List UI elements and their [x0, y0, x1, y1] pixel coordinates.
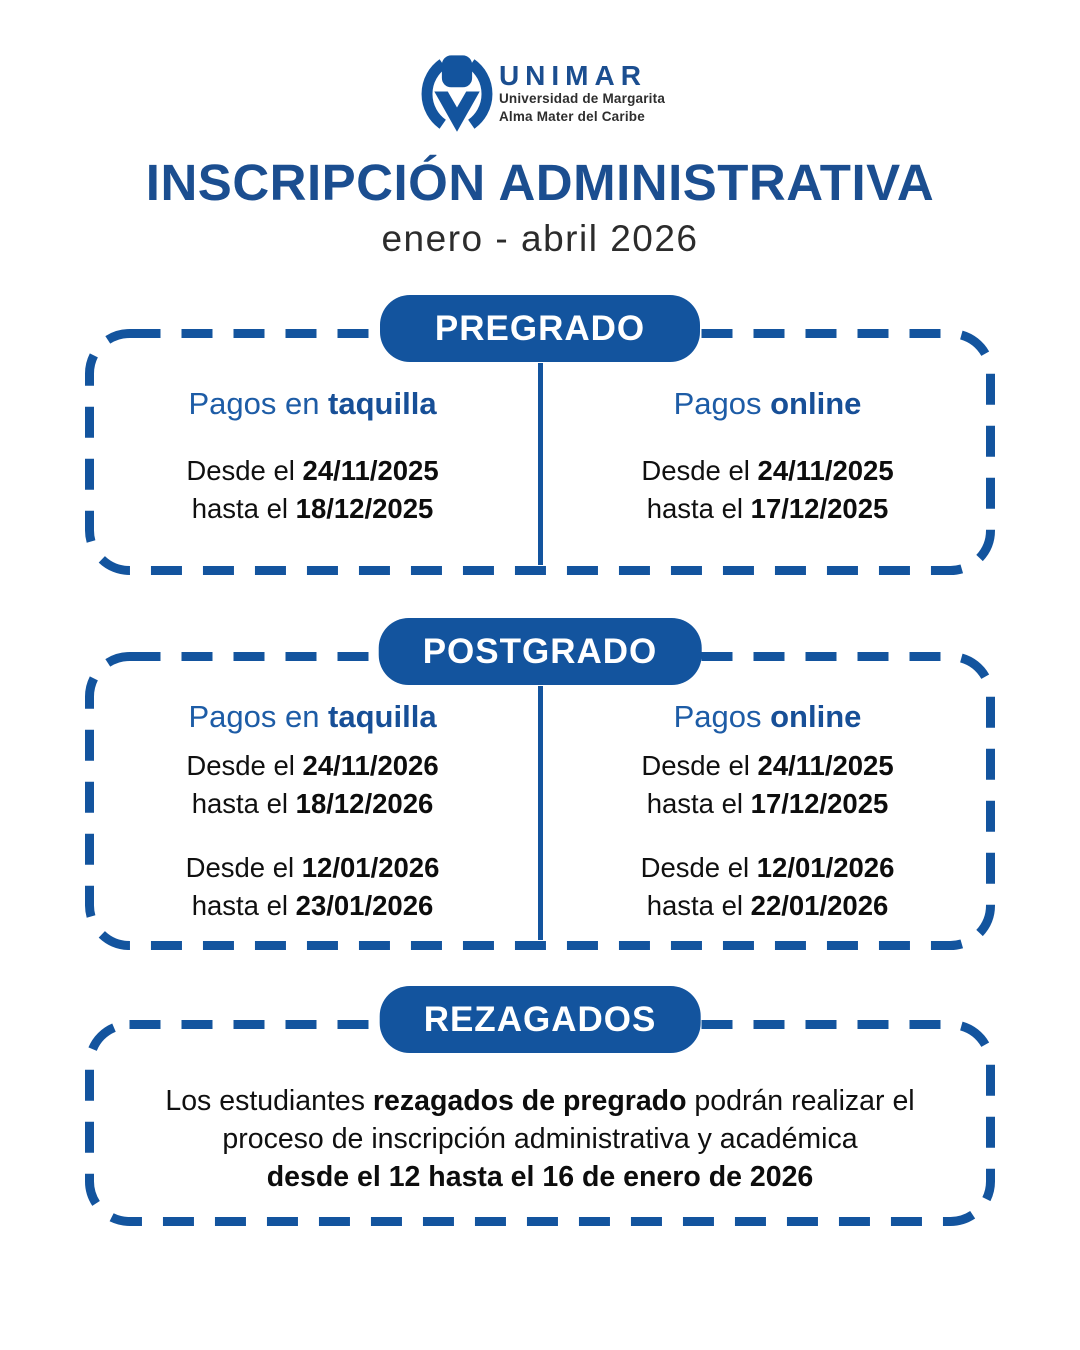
rezagados-header-pill: REZAGADOS: [380, 986, 701, 1053]
postgrado-online-column: [540, 652, 995, 950]
unimar-logo: [0, 0, 1080, 136]
to-date: 18/12/2026: [295, 788, 434, 820]
from-label: Desde el: [185, 852, 302, 884]
from-date: 24/11/2026: [302, 750, 439, 782]
pregrado-taquilla-column: [85, 329, 540, 575]
brand-tagline-1: Universidad de Margarita: [498, 91, 666, 107]
brand-block: [499, 62, 665, 125]
from-label: Desde el: [641, 750, 758, 782]
note-regular-text: proceso de inscripción administrativa y académica: [222, 1123, 858, 1156]
heading-bold-text: taquilla: [328, 699, 437, 735]
from-date: 24/11/2025: [302, 455, 439, 487]
heading-regular-text: Pagos en: [188, 699, 329, 735]
heading-bold-text: taquilla: [328, 386, 437, 422]
to-label: hasta el: [191, 493, 296, 525]
note-regular-text: Los estudiantes: [165, 1085, 373, 1118]
to-date: 17/12/2025: [750, 788, 889, 820]
pregrado-header-pill: PREGRADO: [380, 295, 700, 362]
page-title: INSCRIPCIÓN ADMINISTRATIVA: [145, 154, 935, 211]
from-label: Desde el: [186, 455, 303, 487]
from-date: 12/01/2026: [301, 852, 440, 884]
heading-bold-text: online: [770, 386, 862, 422]
postgrado-header-pill: POSTGRADO: [379, 618, 702, 685]
postgrado-taquilla-column: [85, 652, 540, 950]
heading-regular-text: Pagos: [673, 699, 771, 735]
to-date: 23/01/2026: [295, 890, 434, 922]
pregrado-online-heading: [540, 385, 995, 422]
from-label: Desde el: [640, 852, 757, 884]
from-label: Desde el: [641, 455, 758, 487]
section-pregrado: [85, 309, 995, 575]
heading-regular-text: Pagos en: [188, 386, 329, 422]
section-postgrado: [85, 632, 995, 950]
from-date: 24/11/2025: [757, 455, 894, 487]
to-date: 18/12/2025: [295, 493, 434, 525]
note-line: [85, 1082, 995, 1120]
pregrado-column-divider: [538, 363, 543, 565]
to-label: hasta el: [646, 493, 751, 525]
to-label: hasta el: [646, 788, 751, 820]
note-line: [85, 1158, 995, 1196]
note-line: [85, 1120, 995, 1158]
payment-period: [540, 452, 995, 528]
from-label: Desde el: [186, 750, 303, 782]
pregrado-taquilla-heading: [85, 385, 540, 422]
postgrado-taquilla-heading: [85, 698, 540, 735]
from-date: 24/11/2025: [757, 750, 894, 782]
note-bold-text: rezagados de pregrado: [372, 1085, 687, 1118]
section-rezagados: [85, 1000, 995, 1226]
to-label: hasta el: [646, 890, 751, 922]
payment-period: [85, 849, 540, 925]
heading-bold-text: online: [770, 699, 862, 735]
note-bold-text: desde el 12 hasta el 16 de enero de 2026: [266, 1161, 814, 1194]
payment-period: [540, 849, 995, 925]
to-label: hasta el: [191, 788, 296, 820]
to-label: hasta el: [191, 890, 296, 922]
brand-tagline-2: Alma Mater del Caribe: [498, 109, 645, 124]
unimar-logo-icon: [415, 52, 499, 136]
note-regular-text: podrán realizar el: [686, 1085, 915, 1118]
payment-period: [540, 747, 995, 823]
postgrado-online-heading: [540, 698, 995, 735]
postgrado-column-divider: [538, 686, 543, 940]
from-date: 12/01/2026: [756, 852, 895, 884]
payment-period: [85, 747, 540, 823]
to-date: 17/12/2025: [750, 493, 889, 525]
pregrado-online-column: [540, 329, 995, 575]
page-subtitle: enero - abril 2026: [381, 218, 699, 260]
heading-regular-text: Pagos: [673, 386, 771, 422]
to-date: 22/01/2026: [750, 890, 889, 922]
brand-name: UNIMAR: [498, 60, 647, 92]
payment-period: [85, 452, 540, 528]
